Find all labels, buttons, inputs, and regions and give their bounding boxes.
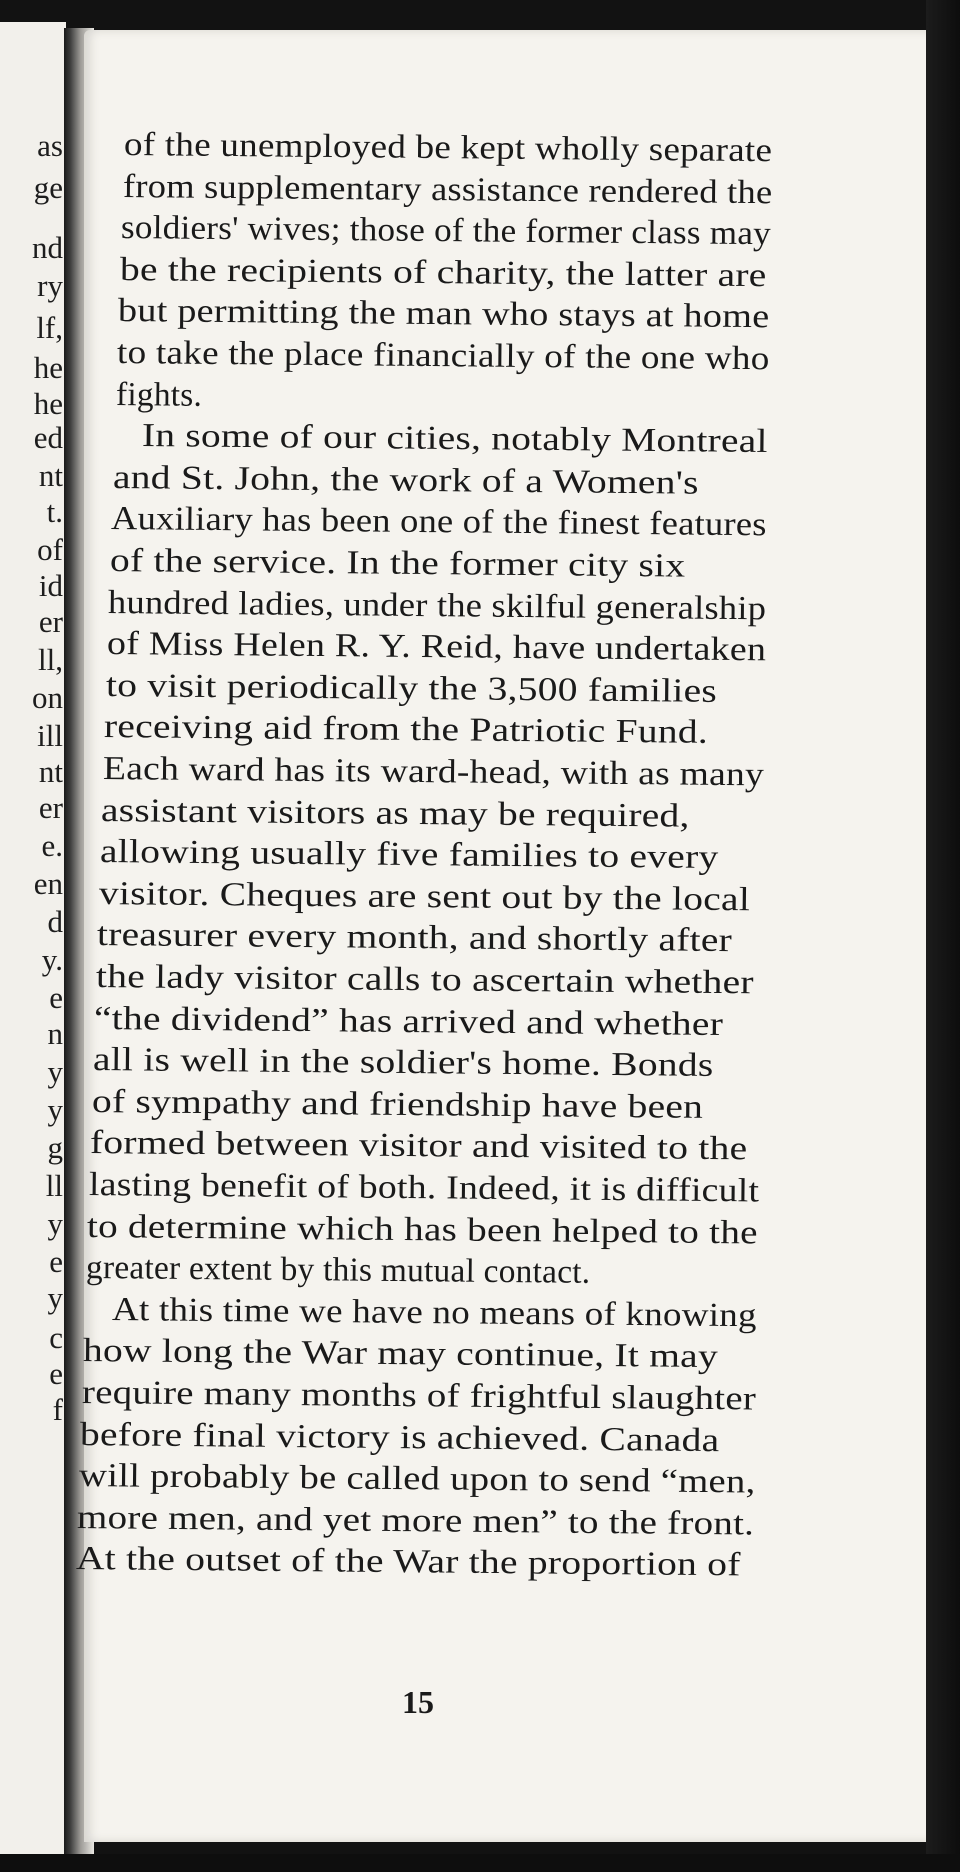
- left-page-fragment: ed: [33, 420, 63, 455]
- text-line: and St. John, the work of a Women's: [112, 458, 699, 502]
- left-facing-page: [0, 22, 66, 1854]
- text-line: treasurer every month, and shortly after: [96, 916, 733, 960]
- left-page-fragment: er: [38, 790, 63, 825]
- left-page-fragment: t.: [46, 494, 63, 529]
- text-line: At the outset of the War the proportion of: [75, 1540, 741, 1584]
- left-page-fragment: y: [47, 1280, 63, 1315]
- left-page-fragment: n: [47, 1016, 63, 1051]
- left-page-fragment: ge: [33, 170, 63, 205]
- left-page-fragment: e: [49, 1356, 63, 1391]
- left-page-fragment: ry: [37, 268, 63, 303]
- left-page-fragment: g: [47, 1130, 63, 1165]
- scan-background-right: [926, 0, 960, 1872]
- left-page-fragment: en: [33, 866, 63, 901]
- left-page-fragment: nt: [38, 754, 63, 789]
- text-line: all is well in the soldier's home. Bonds: [92, 1041, 714, 1085]
- left-page-fragment: of: [37, 532, 63, 567]
- text-line: formed between visitor and visited to the: [89, 1124, 748, 1168]
- text-line: from supplementary assistance rendered the: [122, 167, 773, 211]
- text-line: hundred ladies, under the skilful generalship: [108, 583, 767, 627]
- text-line: require many months of frightful slaughter: [81, 1374, 756, 1418]
- book-page: [75, 30, 930, 1842]
- text-line: be the recipients of charity, the latter are: [119, 250, 767, 295]
- left-page-fragment: y: [47, 1092, 63, 1127]
- text-line: will probably be called upon to send “men,: [78, 1457, 756, 1501]
- left-page-fragment: er: [38, 604, 63, 639]
- left-page-fragment: f: [52, 1392, 63, 1427]
- text-line: soldiers' wives; those of the former class may: [120, 209, 772, 253]
- page-number: 15: [402, 1684, 434, 1720]
- left-page-fragment: he: [33, 386, 63, 421]
- left-page-fragment: e: [49, 1244, 63, 1279]
- text-line: of the service. In the former city six: [109, 542, 686, 585]
- left-page-fragment: y: [47, 1206, 63, 1241]
- text-line: visitor. Cheques are sent out by the local: [98, 874, 750, 919]
- text-line: of the unemployed be kept wholly separate: [123, 126, 773, 170]
- text-line: to visit periodically the 3,500 families: [105, 666, 717, 710]
- text-line: how long the War may continue, It may: [82, 1332, 719, 1376]
- text-line: before final victory is achieved. Canada: [80, 1415, 720, 1459]
- text-line: to determine which has been helped to the: [87, 1207, 759, 1252]
- left-page-fragment: on: [32, 680, 63, 715]
- left-page-fragment: he: [33, 350, 63, 385]
- left-page-fragment: nt: [38, 458, 63, 493]
- left-page-fragment: d: [47, 904, 63, 939]
- left-page-fragment: id: [38, 568, 63, 603]
- text-line: more men, and yet more men” to the front.: [77, 1498, 755, 1543]
- text-line: Auxiliary has been one of the finest features: [111, 500, 768, 544]
- text-line: but permitting the man who stays at home: [118, 292, 770, 336]
- text-line: lasting benefit of both. Indeed, it is difficult: [88, 1166, 760, 1210]
- scan-background-bottom: [0, 1854, 960, 1872]
- left-page-fragment: nd: [32, 230, 63, 265]
- left-page-fragment: e: [49, 980, 63, 1015]
- text-line: At this time we have no means of knowing: [112, 1290, 758, 1334]
- text-line: “the dividend” has arrived and whether: [94, 999, 724, 1043]
- text-line: In some of our cities, notably Montreal: [141, 417, 768, 461]
- left-page-fragment: lf,: [36, 310, 63, 345]
- left-page-fragment: as: [37, 128, 63, 163]
- text-line: fights.: [115, 375, 202, 414]
- left-page-fragment: y: [47, 1054, 63, 1089]
- text-line: the lady visitor calls to ascertain whether: [95, 958, 754, 1002]
- text-line: allowing usually five families to every: [99, 833, 719, 877]
- left-page-fragment: y.: [41, 942, 63, 977]
- text-line: greater extent by this mutual contact.: [85, 1249, 591, 1292]
- text-line: Each ward has its ward-head, with as many: [102, 750, 765, 794]
- text-line: of Miss Helen R. Y. Reid, have undertaken: [106, 625, 767, 669]
- text-line: of sympathy and friendship have been: [91, 1082, 703, 1126]
- text-line: to take the place financially of the one who: [116, 334, 770, 378]
- left-page-fragment: ill: [37, 718, 63, 753]
- text-line: assistant visitors as may be required,: [101, 791, 691, 835]
- left-page-fragment: ll,: [38, 642, 63, 677]
- left-page-fragment: e.: [41, 828, 63, 863]
- text-line: receiving aid from the Patriotic Fund.: [104, 708, 709, 752]
- left-page-fragment: ll: [45, 1168, 63, 1203]
- left-page-fragment: c: [49, 1320, 63, 1355]
